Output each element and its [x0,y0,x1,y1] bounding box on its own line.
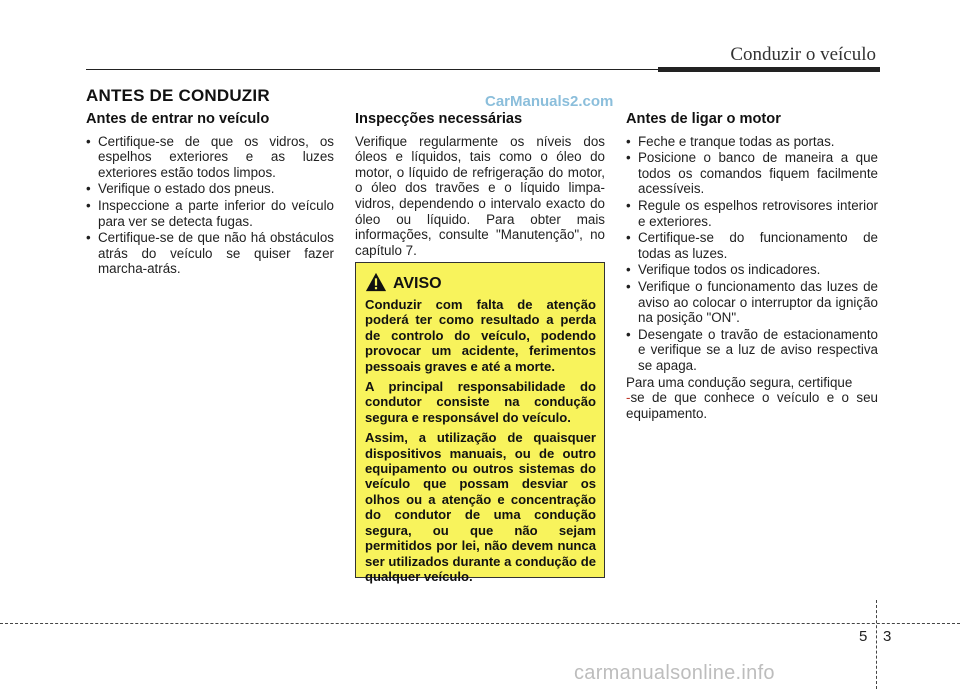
column-before-starting [626,112,878,421]
col2-paragraph: Verifique regularmente os níveis dos óleos e líquidos, tais como o óleo do motor, o líquido de refrigeração do motor, o óleo dos travões e o líquido limpa-vidros, dependendo o intervalo exacto do óleo ou líquido. Para obter mais informações, consulte "Manutenção", no capítulo 7. [355,133,605,258]
page-divider [876,600,877,689]
page-header-title: Conduzir o veículo [730,44,876,65]
watermark-top: CarManuals2.com [485,93,614,110]
list-item: • Verifique o estado dos pneus. [86,181,334,197]
col3-heading: Antes de ligar o motor [626,111,781,127]
list-item: • Desengate o travão de estacionamento e verifique se a luz de aviso respectiva se apaga. [626,327,878,374]
footer-rule [0,623,960,624]
warning-title: AVISO [393,275,442,292]
list-item: • Certifique-se de que os vidros, os espelhos exteriores e as luzes exteriores estão todos limpos. [86,134,334,181]
warning-box [355,262,605,584]
closing-dash: - [626,390,631,406]
col3-list [626,134,878,374]
column-before-entering [86,112,334,278]
list-item: • Feche e tranque todas as portas. [626,134,878,150]
list-item: • Verifique o funcionamento das luzes de aviso ao colocar o interruptor da ignição na posição "ON". [626,279,878,326]
warning-header [365,271,596,293]
page-number: 3 [883,628,892,645]
closing-end: se de que conhece o veículo e o seu equipamento. [626,390,878,421]
watermark-bottom: carmanualsonline.info [574,662,775,684]
warning-paragraph: Assim, a utilização de quaisquer dispositivos manuais, ou de outro equipamento ou outros sistemas do veículo que possam desviar os olhos ou a atenção e concentração do condutor de uma condução segura, ou que não sejam permitidos por lei, não devem nunca ser utilizados durante a condução de qualquer veículo. [365,430,596,584]
col1-list [86,134,334,277]
col2-heading: Inspecções necessárias [355,111,523,127]
col1-heading: Antes de entrar no veículo [86,111,270,127]
list-item: • Regule os espelhos retrovisores interior e exteriores. [626,198,878,229]
column-inspections [355,112,605,258]
section-title: ANTES DE CONDUZIR [86,86,270,105]
list-item: • Verifique todos os indicadores. [626,262,878,278]
list-item: • Posicione o banco de maneira a que todos os comandos fiquem facilmente acessíveis. [626,150,878,197]
list-item: • Certifique-se de que não há obstáculos atrás do veículo se quiser fazer marcha-atrás. [86,230,334,277]
warning-paragraph: A principal responsabilidade do condutor consiste na condução segura e responsável do veículo. [365,379,596,425]
list-item: • Inspeccione a parte inferior do veículo para ver se detecta fugas. [86,198,334,229]
warning-paragraph: Conduzir com falta de atenção poderá ter como resultado a perda de controlo do veículo, podendo provocar um acidente, ferimentos pessoais graves e até a morte. [365,297,596,374]
chapter-number: 5 [859,628,868,645]
warning-triangle-icon [365,271,387,293]
col3-closing [626,375,878,422]
header-rule-thin [86,69,664,70]
closing-start: Para uma condução segura, certifique [626,374,853,390]
header-rule-thick [658,67,880,72]
list-item: • Certifique-se do funcionamento de todas as luzes. [626,230,878,261]
